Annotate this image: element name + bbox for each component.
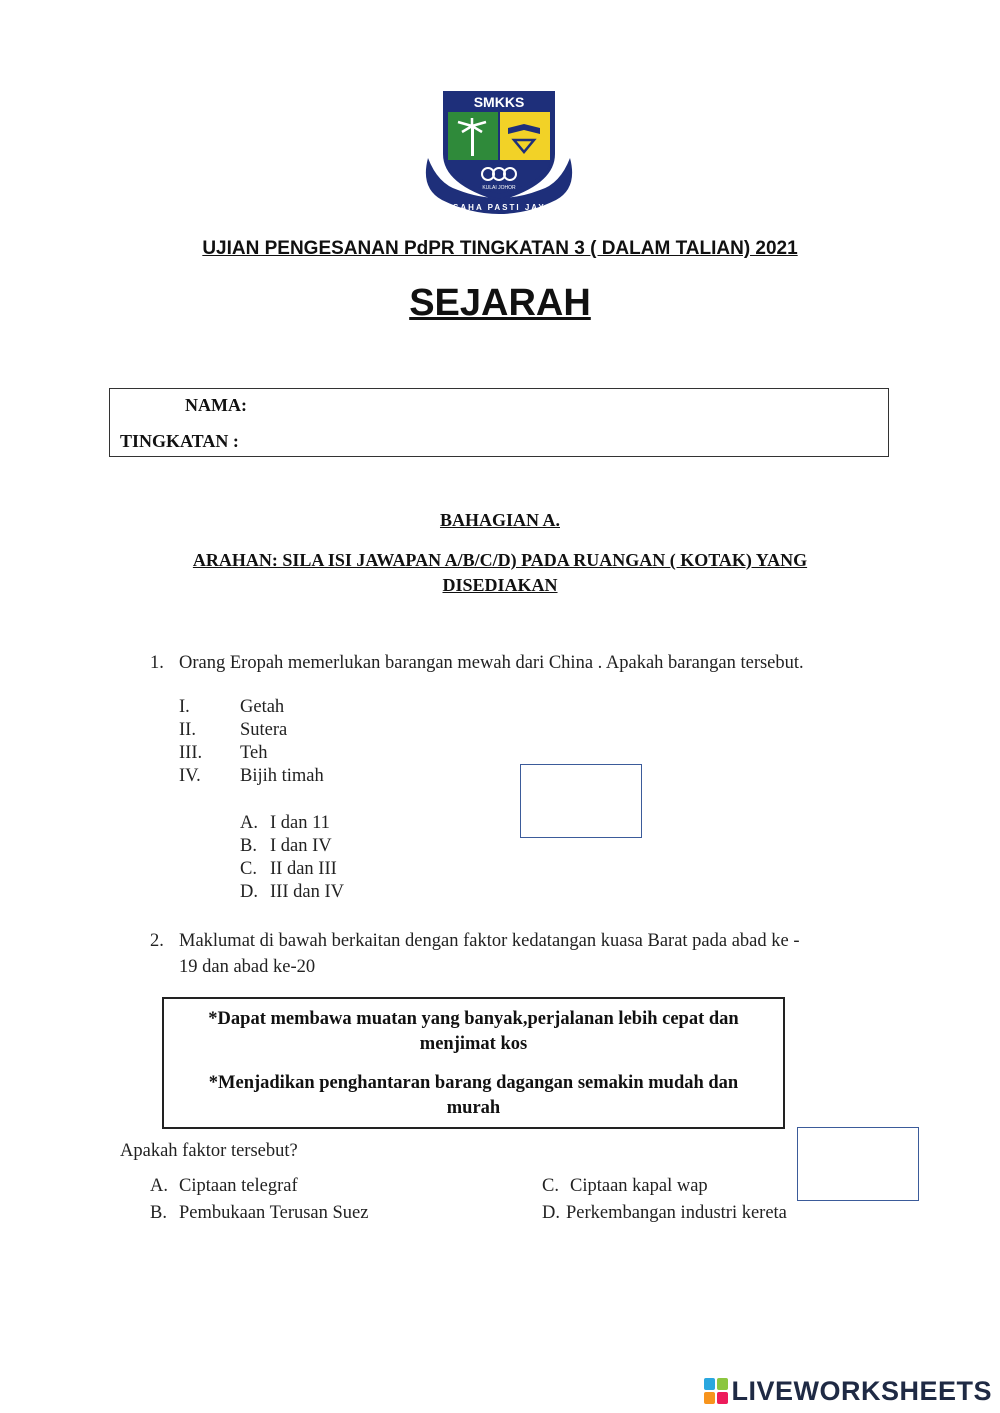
q1-item-numeral: IV. <box>179 766 201 786</box>
q1-option-text: II dan III <box>270 859 337 879</box>
q1-item-text: Getah <box>240 697 285 717</box>
q1-item-numeral: III. <box>179 743 203 763</box>
logo-school-code: SMKKS <box>473 94 525 110</box>
logo-motto: USAHA PASTI JAYA <box>445 203 553 212</box>
question-2-text-line1: Maklumat di bawah berkaitan dengan faktor kedatangan kuasa Barat pada abad ke - <box>179 931 800 951</box>
question-1-text: Orang Eropah memerlukan barangan mewah dari China . Apakah barangan tersebut. <box>179 653 804 673</box>
q2-info-box <box>162 997 785 1129</box>
section-title: BAHAGIAN A. <box>439 510 560 530</box>
question-2-number: 2. <box>150 931 164 951</box>
q1-item-text: Sutera <box>240 720 288 740</box>
q2-info-line1: *Dapat membawa muatan yang banyak,perjalanan lebih cepat dan menjimat kos <box>208 1009 739 1054</box>
q1-option-letter: A. <box>240 813 258 833</box>
q2-answer-box[interactable] <box>797 1127 919 1201</box>
q2-option-text: Pembukaan Terusan Suez <box>179 1203 369 1223</box>
question-2-text-line2: 19 dan abad ke-20 <box>179 957 316 977</box>
q1-item-numeral: I. <box>179 697 190 717</box>
q1-option-letter: D. <box>240 882 258 902</box>
student-info-box <box>109 388 889 457</box>
q2-option-letter: A. <box>150 1176 168 1196</box>
q1-item-text: Bijih timah <box>240 766 324 786</box>
q2-option-text: Perkembangan industri kereta <box>566 1203 787 1223</box>
question-2-text <box>179 928 899 980</box>
brand-name: LIVEWORKSHEETS <box>731 1375 992 1406</box>
q1-option-letter: B. <box>240 836 257 856</box>
q1-answer-box[interactable] <box>520 764 642 838</box>
section-instruction: ARAHAN: SILA ISI JAWAPAN A/B/C/D) PADA RUANGAN ( KOTAK) YANG DISEDIAKAN <box>192 550 808 595</box>
liveworksheets-logo-icon <box>704 1378 728 1404</box>
subject-title: SEJARAH <box>409 282 591 324</box>
q2-option-text: Ciptaan kapal wap <box>570 1176 708 1196</box>
q1-option-text: I dan IV <box>270 836 332 856</box>
q2-info-line2: *Menjadikan penghantaran barang dagangan semakin mudah dan murah <box>208 1073 739 1118</box>
q1-item-numeral: II. <box>179 720 196 740</box>
q1-option-letter: C. <box>240 859 257 879</box>
q2-option-letter: D. <box>542 1203 560 1223</box>
q1-item-text: Teh <box>240 743 268 763</box>
exam-title: UJIAN PENGESANAN PdPR TINGKATAN 3 ( DALAM TALIAN) 2021 <box>202 238 798 259</box>
q2-option-letter: C. <box>542 1176 559 1196</box>
q2-prompt: Apakah faktor tersebut? <box>120 1141 298 1161</box>
liveworksheets-brand <box>704 1376 992 1406</box>
q1-option-text: I dan 11 <box>270 813 330 833</box>
question-1-number: 1. <box>150 653 164 673</box>
school-crest-logo <box>420 88 578 220</box>
q2-option-text: Ciptaan telegraf <box>179 1176 298 1196</box>
form-label: TINGKATAN : <box>120 431 239 451</box>
q1-option-text: III dan IV <box>270 882 344 902</box>
logo-location: KULAI JOHOR <box>482 185 516 191</box>
name-label: NAMA: <box>185 395 247 415</box>
q2-option-letter: B. <box>150 1203 167 1223</box>
